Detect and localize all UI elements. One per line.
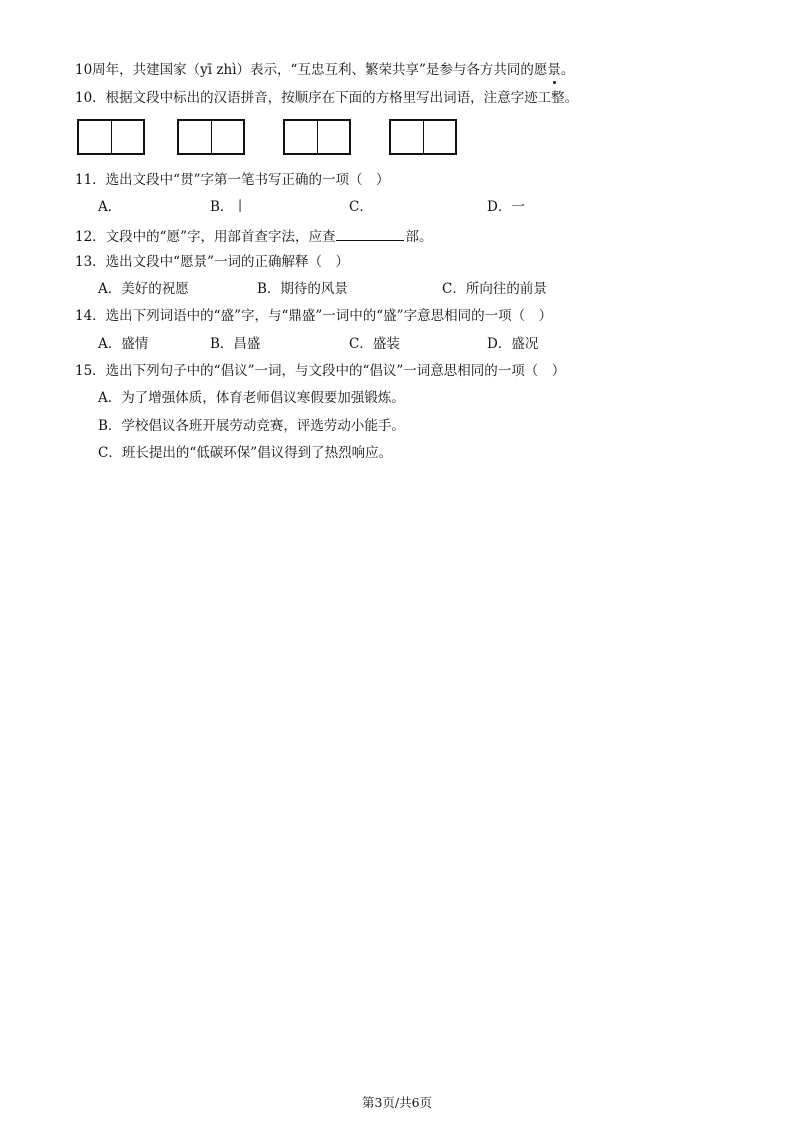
grid-divider xyxy=(423,121,424,153)
question-14-stem: 14．选出下列词语中的“盛”字，与“鼎盛”一词中的“盛”字意思相同的一项（ ） xyxy=(75,308,553,324)
question-13-stem: 13．选出文段中“愿景”一词的正确解释（ ） xyxy=(75,254,349,270)
q12-text-after: 部。 xyxy=(405,229,433,245)
grid-divider xyxy=(317,121,318,153)
q14-option-d[interactable]: D．盛况 xyxy=(487,336,539,352)
grid-divider xyxy=(111,121,112,153)
q13-option-c[interactable]: C．所向往的前景 xyxy=(442,281,547,297)
q12-text-before: 12．文段中的“愿”字，用部首查字法，应查 xyxy=(75,229,336,245)
writing-grid-3[interactable] xyxy=(283,119,351,155)
dotted-char: 景 xyxy=(547,62,561,78)
intro-line xyxy=(75,61,574,79)
question-12-stem xyxy=(75,226,432,246)
writing-grid-1[interactable] xyxy=(77,119,145,155)
q12-answer-blank[interactable] xyxy=(336,226,404,241)
q15-option-a[interactable]: A．为了增强体质，体育老师倡议寒假要加强锻炼。 xyxy=(98,390,405,406)
q13-option-b[interactable]: B．期待的风景 xyxy=(257,281,348,297)
q14-option-b[interactable]: B．昌盛 xyxy=(210,336,261,352)
intro-text: 10周年，共建国家（yī zhì）表示，“互忠互利、繁荣共享”是参与各方共同的愿 xyxy=(75,62,548,78)
q14-option-a[interactable]: A．盛情 xyxy=(98,336,149,352)
q11-option-a[interactable]: A． xyxy=(98,199,122,215)
question-11-stem: 11．选出文段中“贯”字第一笔书写正确的一项（ ） xyxy=(75,172,390,188)
grid-divider xyxy=(211,121,212,153)
q14-option-c[interactable]: C．盛装 xyxy=(349,336,400,352)
q13-option-a[interactable]: A．美好的祝愿 xyxy=(98,281,189,297)
q11-option-c[interactable]: C． xyxy=(349,199,373,215)
intro-end: 。 xyxy=(560,62,575,78)
q11-option-b[interactable]: B．丨 xyxy=(210,199,247,215)
question-15-stem: 15．选出下列句子中的“倡议”一词，与文段中的“倡议”一词意思相同的一项（ ） xyxy=(75,363,566,379)
q15-option-b[interactable]: B．学校倡议各班开展劳动竞赛，评选劳动小能手。 xyxy=(98,418,405,434)
q15-option-c[interactable]: C．班长提出的“低碳环保”倡议得到了热烈响应。 xyxy=(98,445,393,461)
q11-option-d[interactable]: D．一 xyxy=(487,199,525,215)
page-number: 第3页/共6页 xyxy=(361,1095,433,1110)
writing-grid-2[interactable] xyxy=(177,119,245,155)
question-10-stem: 10．根据文段中标出的汉语拼音，按顺序在下面的方格里写出词语，注意字迹工整。 xyxy=(75,90,579,106)
writing-grid-4[interactable] xyxy=(389,119,457,155)
